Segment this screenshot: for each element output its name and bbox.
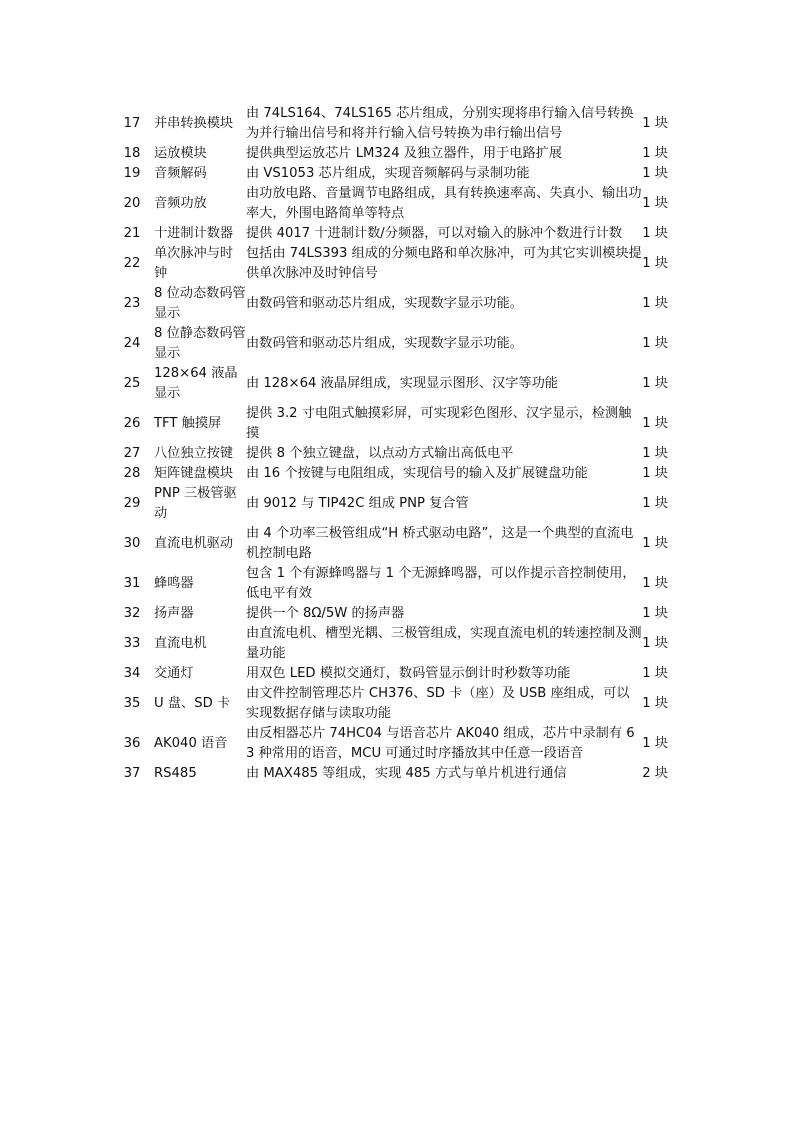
module-name: TFT 触摸屏 [154, 416, 222, 431]
module-description: 由 4 个功率三极管组成“H 桥式驱动电路”，这是一个典型的直流电机控制电路 [246, 526, 634, 561]
row-number: 30 [123, 536, 141, 551]
module-description: 由数码管和驱动芯片组成，实现数字显示功能。 [246, 296, 523, 311]
module-description: 由 16 个按键与电阻组成，实现信号的输入及扩展键盘功能 [246, 466, 588, 481]
module-quantity: 1 块 [642, 576, 668, 591]
table-row [112, 764, 668, 784]
table-row [112, 664, 668, 684]
module-name: 矩阵键盘模块 [154, 466, 234, 481]
module-name: 单次脉冲与时钟 [154, 246, 234, 281]
module-name: 直流电机 [154, 636, 207, 651]
table-row [112, 604, 668, 624]
row-number: 20 [123, 196, 141, 211]
table-row [112, 244, 668, 284]
row-number: 28 [123, 466, 141, 481]
module-name: RS485 [154, 766, 197, 781]
module-quantity: 1 块 [642, 536, 668, 551]
table-row [112, 724, 668, 764]
module-name: 音频解码 [154, 166, 207, 181]
row-number: 36 [123, 736, 141, 751]
module-description: 由 MAX485 等组成，实现 485 方式与单片机进行通信 [246, 766, 567, 781]
module-quantity: 1 块 [642, 466, 668, 481]
table-row [112, 164, 668, 184]
row-number: 23 [123, 296, 141, 311]
module-quantity: 1 块 [642, 736, 668, 751]
module-description: 由直流电机、槽型光耦、三极管组成，实现直流电机的转速控制及测量功能 [246, 626, 642, 661]
table-row [112, 184, 668, 224]
row-number: 31 [123, 576, 141, 591]
module-name: 8 位静态数码管显示 [154, 326, 246, 361]
row-number: 26 [123, 416, 141, 431]
table-row [112, 104, 668, 144]
module-name: 128×64 液晶显示 [154, 366, 238, 401]
row-number: 29 [123, 496, 141, 511]
module-name: 十进制计数器 [154, 226, 234, 241]
module-quantity: 1 块 [642, 376, 668, 391]
module-quantity: 1 块 [642, 446, 668, 461]
module-quantity: 1 块 [642, 636, 668, 651]
module-quantity: 1 块 [642, 666, 668, 681]
row-number: 17 [123, 116, 141, 131]
module-quantity: 1 块 [642, 696, 668, 711]
module-description: 用双色 LED 模拟交通灯，数码管显示倒计时秒数等功能 [246, 666, 571, 681]
module-quantity: 1 块 [642, 416, 668, 431]
module-name: 音频功放 [154, 196, 207, 211]
module-description: 由 9012 与 TIP42C 组成 PNP 复合管 [246, 496, 469, 511]
module-quantity: 1 块 [642, 496, 668, 511]
table-row [112, 484, 668, 524]
module-name: 8 位动态数码管显示 [154, 286, 246, 321]
parts-table-body [112, 104, 668, 784]
module-description: 由反相器芯片 74HC04 与语音芯片 AK040 组成，芯片中录制有 63 种常用的语音，MCU 可通过时序播放其中任意一段语音 [246, 726, 635, 761]
row-number: 32 [123, 606, 141, 621]
parts-table [112, 104, 668, 784]
row-number: 18 [123, 146, 141, 161]
module-description: 由 74LS164、74LS165 芯片组成，分别实现将串行输入信号转换为并行输出信号和将并行输入信号转换为串行输出信号 [246, 106, 634, 141]
module-name: PNP 三极管驱动 [154, 486, 237, 521]
row-number: 27 [123, 446, 141, 461]
row-number: 25 [123, 376, 141, 391]
module-description: 提供 4017 十进制计数/分频器，可以对输入的脉冲个数进行计数 [246, 226, 623, 241]
table-row [112, 284, 668, 324]
module-description: 提供 3.2 寸电阻式触摸彩屏，可实现彩色图形、汉字显示，检测触摸 [246, 406, 632, 441]
table-row [112, 324, 668, 364]
module-quantity: 1 块 [642, 336, 668, 351]
row-number: 19 [123, 166, 141, 181]
row-number: 35 [123, 696, 141, 711]
module-quantity: 1 块 [642, 166, 668, 181]
table-row [112, 224, 668, 244]
module-description: 由功放电路、音量调节电路组成，具有转换速率高、失真小、输出功率大，外围电路简单等特点 [246, 186, 642, 221]
table-row [112, 624, 668, 664]
module-description: 由文件控制管理芯片 CH376、SD 卡（座）及 USB 座组成，可以实现数据存储与读取功能 [246, 686, 630, 721]
table-row [112, 444, 668, 464]
module-name: 并串转换模块 [154, 116, 234, 131]
table-row [112, 364, 668, 404]
module-name: 蜂鸣器 [154, 576, 194, 591]
module-description: 包含 1 个有源蜂鸣器与 1 个无源蜂鸣器，可以作提示音控制使用，低电平有效 [246, 566, 636, 601]
module-name: 扬声器 [154, 606, 194, 621]
module-name: 运放模块 [154, 146, 207, 161]
table-row [112, 684, 668, 724]
module-description: 提供一个 8Ω/5W 的扬声器 [246, 606, 405, 621]
module-quantity: 1 块 [642, 256, 668, 271]
table-row [112, 524, 668, 564]
module-description: 提供 8 个独立键盘，以点动方式输出高低电平 [246, 446, 514, 461]
module-quantity: 1 块 [642, 146, 668, 161]
module-description: 包括由 74LS393 组成的分频电路和单次脉冲，可为其它实训模块提供单次脉冲及时钟信号 [246, 246, 642, 281]
row-number: 22 [123, 256, 141, 271]
module-name: U 盘、SD 卡 [154, 696, 231, 711]
module-quantity: 1 块 [642, 606, 668, 621]
module-description: 由数码管和驱动芯片组成，实现数字显示功能。 [246, 336, 523, 351]
row-number: 21 [123, 226, 141, 241]
module-name: 直流电机驱动 [154, 536, 234, 551]
module-quantity: 1 块 [642, 116, 668, 131]
module-quantity: 1 块 [642, 296, 668, 311]
row-number: 33 [123, 636, 141, 651]
row-number: 24 [123, 336, 141, 351]
module-description: 提供典型运放芯片 LM324 及独立器件，用于电路扩展 [246, 146, 563, 161]
module-quantity: 1 块 [642, 196, 668, 211]
module-name: 交通灯 [154, 666, 194, 681]
row-number: 34 [123, 666, 141, 681]
row-number: 37 [123, 766, 141, 781]
module-name: 八位独立按键 [154, 446, 234, 461]
table-row [112, 404, 668, 444]
module-quantity: 1 块 [642, 226, 668, 241]
table-row [112, 144, 668, 164]
table-row [112, 564, 668, 604]
table-row [112, 464, 668, 484]
module-quantity: 2 块 [642, 766, 668, 781]
module-description: 由 128×64 液晶屏组成，实现显示图形、汉字等功能 [246, 376, 558, 391]
module-name: AK040 语音 [154, 736, 228, 751]
module-description: 由 VS1053 芯片组成，实现音频解码与录制功能 [246, 166, 530, 181]
